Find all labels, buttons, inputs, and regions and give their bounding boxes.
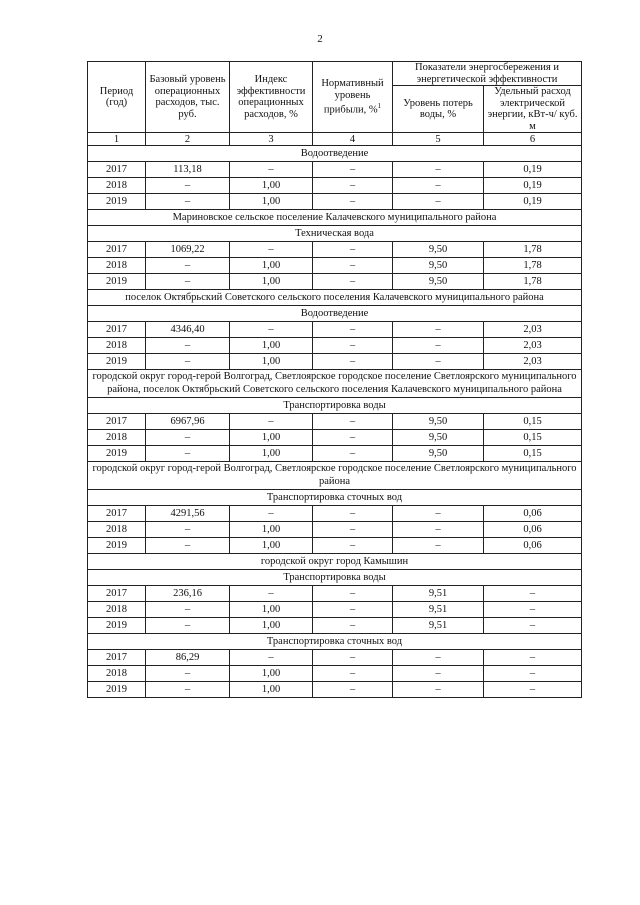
table-row (88, 618, 582, 634)
cell-water-loss: 9,50 (393, 258, 484, 274)
cell-year: 2017 (88, 322, 146, 338)
cell-water-loss: – (393, 506, 484, 522)
table-row (88, 194, 582, 210)
cell-base-opex: – (146, 522, 230, 538)
cell-normative-profit: – (313, 258, 393, 274)
column-number: 6 (484, 133, 582, 146)
table-row (88, 506, 582, 522)
table-row (88, 666, 582, 682)
cell-specific-energy: 2,03 (484, 322, 582, 338)
cell-base-opex: 86,29 (146, 650, 230, 666)
area-heading-row (88, 210, 582, 226)
cell-water-loss: – (393, 194, 484, 210)
column-number: 5 (393, 133, 484, 146)
table-row (88, 414, 582, 430)
service-heading-row (88, 490, 582, 506)
cell-year: 2018 (88, 602, 146, 618)
header-energy-group: Показатели энергосбережения и энергетической эффективности (393, 62, 582, 86)
cell-year: 2018 (88, 666, 146, 682)
cell-base-opex: 6967,96 (146, 414, 230, 430)
cell-efficiency-index: – (230, 414, 313, 430)
column-number: 3 (230, 133, 313, 146)
cell-efficiency-index: 1,00 (230, 522, 313, 538)
cell-specific-energy: 0,15 (484, 446, 582, 462)
cell-base-opex: – (146, 538, 230, 554)
table-row (88, 602, 582, 618)
area-heading: городской округ город-герой Волгоград, Светлоярское городское поселение Светлоярского муниципального района (88, 462, 582, 490)
cell-water-loss: – (393, 322, 484, 338)
table-row (88, 322, 582, 338)
table-row (88, 522, 582, 538)
cell-base-opex: – (146, 178, 230, 194)
cell-year: 2019 (88, 682, 146, 698)
cell-year: 2019 (88, 446, 146, 462)
cell-normative-profit: – (313, 430, 393, 446)
cell-year: 2018 (88, 338, 146, 354)
cell-water-loss: – (393, 162, 484, 178)
cell-specific-energy: 2,03 (484, 354, 582, 370)
service-heading-row (88, 226, 582, 242)
cell-specific-energy: 0,06 (484, 522, 582, 538)
cell-water-loss: – (393, 338, 484, 354)
table-row (88, 430, 582, 446)
table-header (88, 62, 582, 146)
table-row (88, 354, 582, 370)
area-heading-row (88, 462, 582, 490)
area-heading: городской округ город Камышин (88, 554, 582, 570)
cell-normative-profit: – (313, 666, 393, 682)
table-row (88, 538, 582, 554)
cell-base-opex: – (146, 430, 230, 446)
cell-normative-profit: – (313, 194, 393, 210)
cell-efficiency-index: – (230, 322, 313, 338)
cell-base-opex: – (146, 618, 230, 634)
service-heading: Водоотведение (88, 306, 582, 322)
cell-efficiency-index: 1,00 (230, 666, 313, 682)
cell-water-loss: – (393, 522, 484, 538)
cell-normative-profit: – (313, 414, 393, 430)
cell-water-loss: – (393, 650, 484, 666)
cell-normative-profit: – (313, 506, 393, 522)
cell-normative-profit: – (313, 322, 393, 338)
cell-specific-energy: 0,19 (484, 162, 582, 178)
cell-normative-profit: – (313, 618, 393, 634)
cell-normative-profit: – (313, 522, 393, 538)
cell-efficiency-index: 1,00 (230, 194, 313, 210)
cell-specific-energy: 0,19 (484, 178, 582, 194)
cell-water-loss: – (393, 178, 484, 194)
table-row (88, 162, 582, 178)
cell-normative-profit: – (313, 338, 393, 354)
service-heading: Водоотведение (88, 146, 582, 162)
cell-base-opex: – (146, 354, 230, 370)
cell-water-loss: 9,50 (393, 414, 484, 430)
cell-year: 2019 (88, 194, 146, 210)
cell-specific-energy: 0,15 (484, 414, 582, 430)
cell-base-opex: 236,16 (146, 586, 230, 602)
cell-normative-profit: – (313, 650, 393, 666)
area-heading: городской округ город-герой Волгоград, Светлоярское городское поселение Светлоярского муниципального района, поселок Октябрьский Советского сельского поселения Калачевского муниципального района (88, 370, 582, 398)
column-number-row (88, 133, 582, 146)
service-heading: Транспортировка сточных вод (88, 634, 582, 650)
cell-base-opex: 113,18 (146, 162, 230, 178)
cell-specific-energy: 0,06 (484, 538, 582, 554)
header-normative-profit-text: Нормативный уровень прибыли, % (321, 78, 384, 116)
cell-year: 2017 (88, 414, 146, 430)
cell-base-opex: 4291,56 (146, 506, 230, 522)
cell-base-opex: – (146, 602, 230, 618)
area-heading-row (88, 554, 582, 570)
cell-water-loss: 9,51 (393, 618, 484, 634)
cell-efficiency-index: – (230, 650, 313, 666)
cell-efficiency-index: 1,00 (230, 446, 313, 462)
cell-specific-energy: – (484, 618, 582, 634)
cell-year: 2017 (88, 506, 146, 522)
cell-base-opex: – (146, 258, 230, 274)
cell-base-opex: 4346,40 (146, 322, 230, 338)
cell-base-opex: – (146, 194, 230, 210)
cell-specific-energy: 0,19 (484, 194, 582, 210)
cell-normative-profit: – (313, 602, 393, 618)
cell-specific-energy: 1,78 (484, 242, 582, 258)
cell-year: 2017 (88, 650, 146, 666)
area-heading-row (88, 290, 582, 306)
table-row (88, 446, 582, 462)
cell-base-opex: 1069,22 (146, 242, 230, 258)
cell-year: 2019 (88, 354, 146, 370)
cell-efficiency-index: – (230, 242, 313, 258)
cell-normative-profit: – (313, 274, 393, 290)
cell-efficiency-index: 1,00 (230, 682, 313, 698)
cell-water-loss: – (393, 666, 484, 682)
cell-normative-profit: – (313, 178, 393, 194)
header-normative-profit (313, 62, 393, 133)
cell-specific-energy: – (484, 650, 582, 666)
cell-normative-profit: – (313, 682, 393, 698)
cell-specific-energy: – (484, 666, 582, 682)
table-row (88, 682, 582, 698)
service-heading-row (88, 398, 582, 414)
cell-efficiency-index: 1,00 (230, 274, 313, 290)
service-heading: Техническая вода (88, 226, 582, 242)
cell-efficiency-index: – (230, 506, 313, 522)
service-heading: Транспортировка воды (88, 398, 582, 414)
table-body (88, 146, 582, 698)
cell-normative-profit: – (313, 242, 393, 258)
tariff-table (87, 61, 582, 698)
cell-base-opex: – (146, 274, 230, 290)
cell-year: 2018 (88, 522, 146, 538)
service-heading-row (88, 306, 582, 322)
cell-year: 2018 (88, 430, 146, 446)
cell-specific-energy: – (484, 586, 582, 602)
header-efficiency-index: Индекс эффективности операционных расходов, % (230, 62, 313, 133)
cell-specific-energy: – (484, 602, 582, 618)
table-row (88, 178, 582, 194)
cell-water-loss: – (393, 682, 484, 698)
cell-year: 2017 (88, 242, 146, 258)
service-heading: Транспортировка воды (88, 570, 582, 586)
cell-water-loss: – (393, 538, 484, 554)
header-base-opex: Базовый уровень операционных расходов, тыс. руб. (146, 62, 230, 133)
cell-normative-profit: – (313, 446, 393, 462)
header-specific-energy: Удельный расход электрической энергии, кВт-ч/ куб. м (484, 86, 582, 133)
cell-efficiency-index: – (230, 162, 313, 178)
service-heading: Транспортировка сточных вод (88, 490, 582, 506)
cell-efficiency-index: 1,00 (230, 618, 313, 634)
column-number: 4 (313, 133, 393, 146)
cell-specific-energy: 1,78 (484, 274, 582, 290)
cell-year: 2017 (88, 586, 146, 602)
column-number: 2 (146, 133, 230, 146)
header-water-loss: Уровень потерь воды, % (393, 86, 484, 133)
column-number: 1 (88, 133, 146, 146)
cell-efficiency-index: – (230, 586, 313, 602)
cell-base-opex: – (146, 682, 230, 698)
cell-specific-energy: 2,03 (484, 338, 582, 354)
cell-base-opex: – (146, 338, 230, 354)
area-heading: поселок Октябрьский Советского сельского поселения Калачевского муниципального района (88, 290, 582, 306)
area-heading: Мариновское сельское поселение Калачевского муниципального района (88, 210, 582, 226)
cell-year: 2019 (88, 618, 146, 634)
table-row (88, 242, 582, 258)
cell-efficiency-index: 1,00 (230, 602, 313, 618)
header-period: Период (год) (88, 62, 146, 133)
cell-base-opex: – (146, 666, 230, 682)
table-row (88, 258, 582, 274)
cell-specific-energy: 1,78 (484, 258, 582, 274)
cell-efficiency-index: 1,00 (230, 258, 313, 274)
cell-base-opex: – (146, 446, 230, 462)
table-row (88, 650, 582, 666)
cell-water-loss: 9,51 (393, 602, 484, 618)
cell-water-loss: 9,51 (393, 586, 484, 602)
cell-year: 2018 (88, 178, 146, 194)
cell-efficiency-index: 1,00 (230, 354, 313, 370)
cell-normative-profit: – (313, 586, 393, 602)
cell-water-loss: 9,50 (393, 430, 484, 446)
cell-water-loss: 9,50 (393, 274, 484, 290)
cell-year: 2019 (88, 274, 146, 290)
cell-normative-profit: – (313, 538, 393, 554)
cell-year: 2017 (88, 162, 146, 178)
table-row (88, 586, 582, 602)
cell-specific-energy: 0,15 (484, 430, 582, 446)
cell-year: 2018 (88, 258, 146, 274)
service-heading-row (88, 634, 582, 650)
service-heading-row (88, 146, 582, 162)
cell-water-loss: – (393, 354, 484, 370)
cell-normative-profit: – (313, 354, 393, 370)
cell-efficiency-index: 1,00 (230, 538, 313, 554)
cell-normative-profit: – (313, 162, 393, 178)
service-heading-row (88, 570, 582, 586)
cell-efficiency-index: 1,00 (230, 178, 313, 194)
area-heading-row (88, 370, 582, 398)
cell-year: 2019 (88, 538, 146, 554)
cell-water-loss: 9,50 (393, 242, 484, 258)
footnote-marker: 1 (377, 102, 382, 110)
cell-specific-energy: – (484, 682, 582, 698)
cell-efficiency-index: 1,00 (230, 430, 313, 446)
cell-efficiency-index: 1,00 (230, 338, 313, 354)
cell-specific-energy: 0,06 (484, 506, 582, 522)
cell-water-loss: 9,50 (393, 446, 484, 462)
table-row (88, 338, 582, 354)
page-number: 2 (317, 33, 323, 45)
table-row (88, 274, 582, 290)
